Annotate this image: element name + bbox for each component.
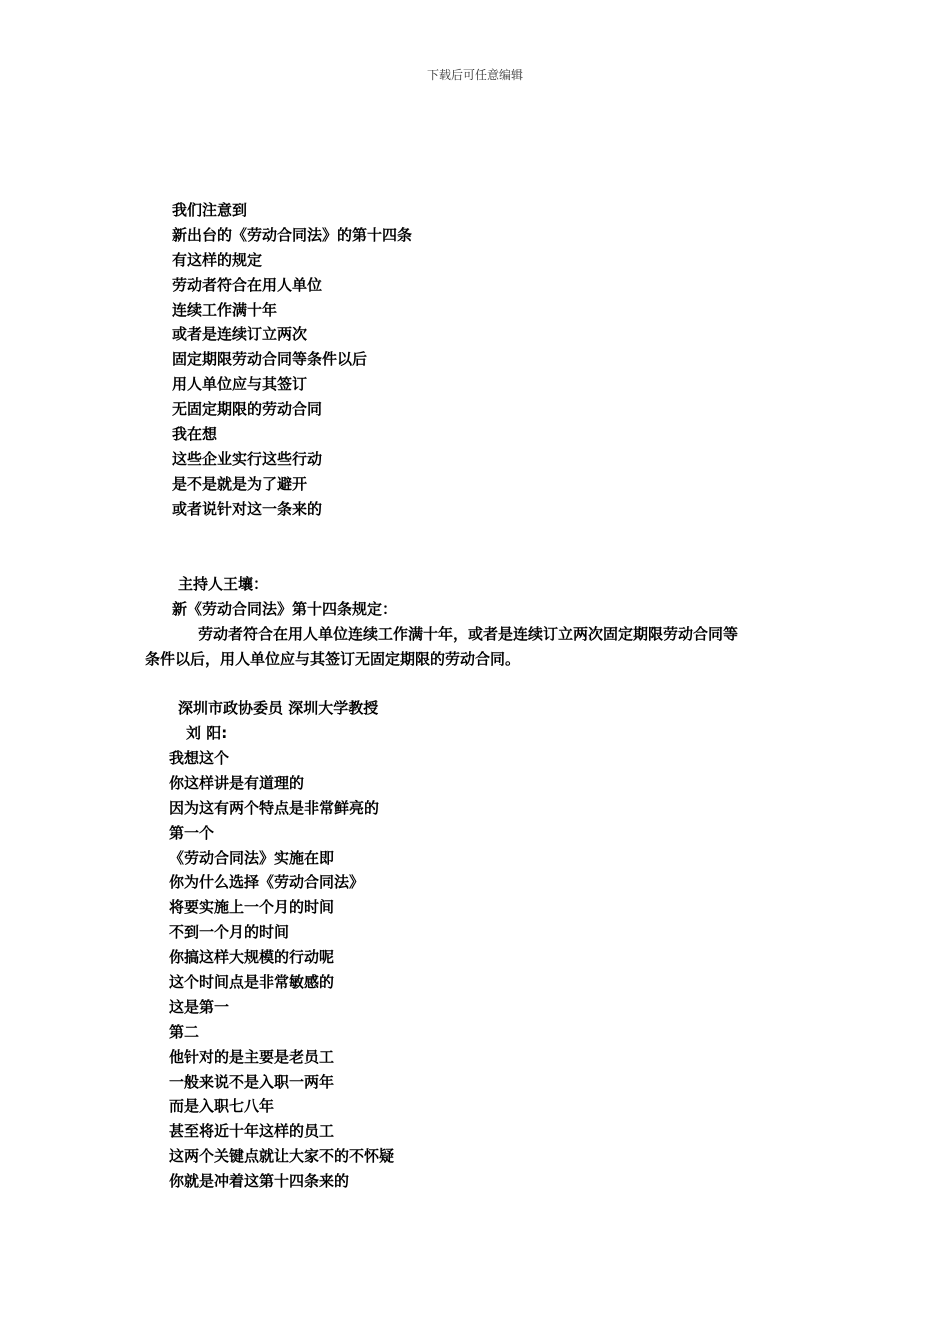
text-line: 劳动者符合在用人单位 — [172, 275, 323, 294]
text-line: 你就是冲着这第十四条来的 — [169, 1172, 350, 1191]
text-line: 我在想 — [172, 425, 218, 444]
text-line: 无固定期限的劳动合同 — [172, 400, 323, 419]
text-line: 这个时间点是非常敏感的 — [169, 973, 335, 992]
section-2-text — [169, 746, 394, 1194]
law-quote — [145, 622, 810, 672]
text-line: 他针对的是主要是老员工 — [169, 1047, 335, 1066]
text-line: 你这样讲是有道理的 — [169, 773, 305, 792]
text-line: 《劳动合同法》实施在即 — [169, 848, 335, 867]
text-line: 我们注意到 — [172, 201, 248, 219]
text-line: 你搞这样大规模的行动呢 — [169, 948, 335, 967]
text-line: 用人单位应与其签订 — [172, 375, 308, 394]
text-line: 或者是连续订立两次 — [172, 325, 308, 344]
section-1-text — [172, 198, 412, 522]
text-line: 固定期限劳动合同等条件以后 — [172, 350, 368, 369]
text-line: 或者说针对这一条来的 — [172, 499, 323, 518]
law-quote-line-1: 劳动者符合在用人单位连续工作满十年，或者是连续订立两次固定期限劳动合同等 — [198, 625, 739, 643]
speaker-title: 深圳市政协委员 深圳大学教授 — [178, 699, 379, 717]
text-line: 而是入职七八年 — [169, 1097, 275, 1116]
speaker-name: 刘 阳: — [186, 724, 228, 742]
text-line: 我想这个 — [169, 749, 230, 767]
text-line: 连续工作满十年 — [172, 300, 278, 319]
text-line: 你为什么选择《劳动合同法》 — [169, 873, 365, 892]
text-line: 一般来说不是入职一两年 — [169, 1072, 335, 1091]
text-line: 第二 — [169, 1022, 200, 1041]
text-line: 是不是就是为了避开 — [172, 474, 308, 493]
text-line: 将要实施上一个月的时间 — [169, 898, 335, 917]
text-line: 因为这有两个特点是非常鲜亮的 — [169, 798, 380, 817]
text-line: 这些企业实行这些行动 — [172, 449, 323, 468]
text-line: 这两个关键点就让大家不的不怀疑 — [169, 1147, 395, 1166]
host-intro: 新《劳动合同法》第十四条规定： — [172, 600, 398, 618]
text-line: 甚至将近十年这样的员工 — [169, 1122, 335, 1141]
text-line: 新出台的《劳动合同法》的第十四条 — [172, 225, 413, 244]
text-line: 有这样的规定 — [172, 250, 263, 269]
text-line: 这是第一 — [169, 997, 230, 1016]
text-line: 不到一个月的时间 — [169, 923, 290, 942]
law-quote-line-2: 条件以后，用人单位应与其签订无固定期限的劳动合同。 — [145, 649, 521, 668]
page-header-watermark: 下载后可任意编辑 — [426, 68, 523, 82]
host-label: 主持人王壤： — [178, 575, 269, 593]
text-line: 第一个 — [169, 823, 215, 842]
